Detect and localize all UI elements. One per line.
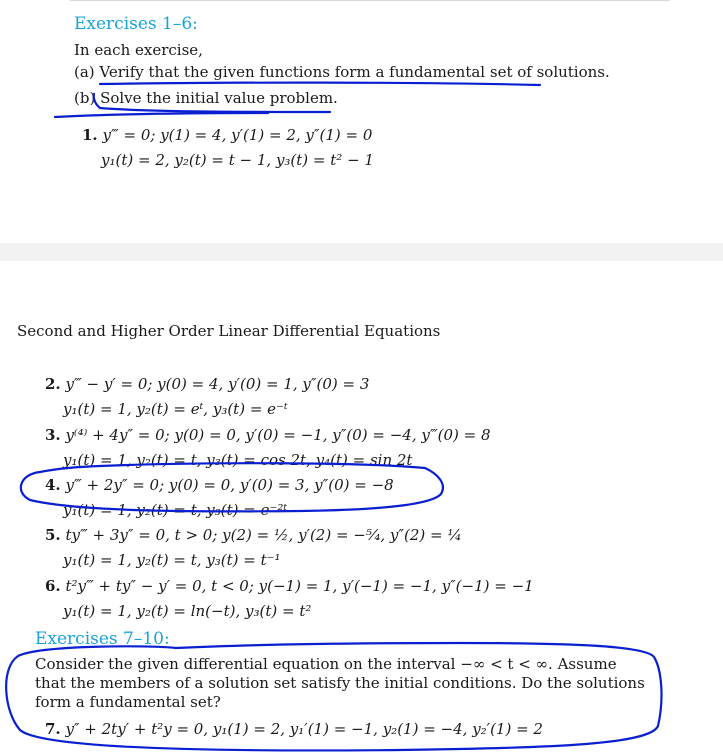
section-header: Second and Higher Order Linear Differential Equations [17, 322, 441, 340]
exercise-7-equation: 7. y″ + 2ty′ + t²y = 0, y₁(1) = 2, y₁′(1) = −1, y₂(1) = −4, y₂′(1) = 2 [45, 720, 543, 738]
exercise-1-functions: y₁(t) = 2, y₂(t) = t − 1, y₃(t) = t² − 1 [101, 151, 374, 169]
exercise-3-functions: y₁(t) = 1, y₂(t) = t, y₃(t) = cos 2t, y₄(t) = sin 2t [63, 451, 413, 469]
underline-item-b-tail [55, 113, 268, 117]
circle-exercise-4 [21, 463, 443, 511]
exercise-6-functions: y₁(t) = 1, y₂(t) = ln(−t), y₃(t) = t² [63, 602, 312, 620]
exercise-3-equation: 3. y⁽⁴⁾ + 4y″ = 0; y(0) = 0, y′(0) = −1, y″(0) = −4, y‴(0) = 8 [45, 426, 491, 444]
underline-item-a [100, 83, 540, 85]
exercise-2-equation: 2. y‴ − y′ = 0; y(0) = 4, y′(0) = 1, y″(0) = 3 [45, 375, 370, 393]
item-a-text: (a) Verify that the given functions form a fundamental set of solutions. [74, 63, 610, 81]
loop-exercises-7-10 [6, 643, 661, 750]
exercise-5-functions: y₁(t) = 1, y₂(t) = t, y₃(t) = t⁻¹ [63, 551, 281, 569]
exercise-1-eq: y‴ = 0; y(1) = 4, y′(1) = 2, y″(1) = 0 [102, 126, 373, 144]
intro-text: In each exercise, [74, 41, 203, 59]
underline-item-b [94, 94, 330, 112]
exercise-4-equation: 4. y‴ + 2y″ = 0; y(0) = 0, y′(0) = 3, y″(0) = −8 [45, 476, 394, 494]
exercise-1-label: 1. [82, 126, 98, 144]
exercises-7-10-title: Exercises 7–10: [35, 629, 170, 649]
exercise-6-equation: 6. t²y‴ + ty″ − y′ = 0, t < 0; y(−1) = 1, y′(−1) = −1, y″(−1) = −1 [45, 577, 534, 595]
item-b-text: (b) Solve the initial value problem. [74, 89, 338, 107]
exercise-2-functions: y₁(t) = 1, y₂(t) = eᵗ, y₃(t) = e⁻ᵗ [63, 400, 288, 418]
exercise-5-equation: 5. ty‴ + 3y″ = 0, t > 0; y(2) = ½, y′(2) = −⁵⁄₄, y″(2) = ¼ [45, 526, 462, 544]
exercises-1-6-title: Exercises 1–6: [74, 14, 198, 34]
exercises-7-10-paragraph: Consider the given differential equation on the interval −∞ < t < ∞. Assume that the members of a solution set satisfy the initial conditions. Do the solutions form a fundamental set? [35, 655, 645, 711]
exercise-4-functions: y₁(t) = 1, y₂(t) = t, y₃(t) = e⁻²ᵗ [63, 501, 288, 519]
